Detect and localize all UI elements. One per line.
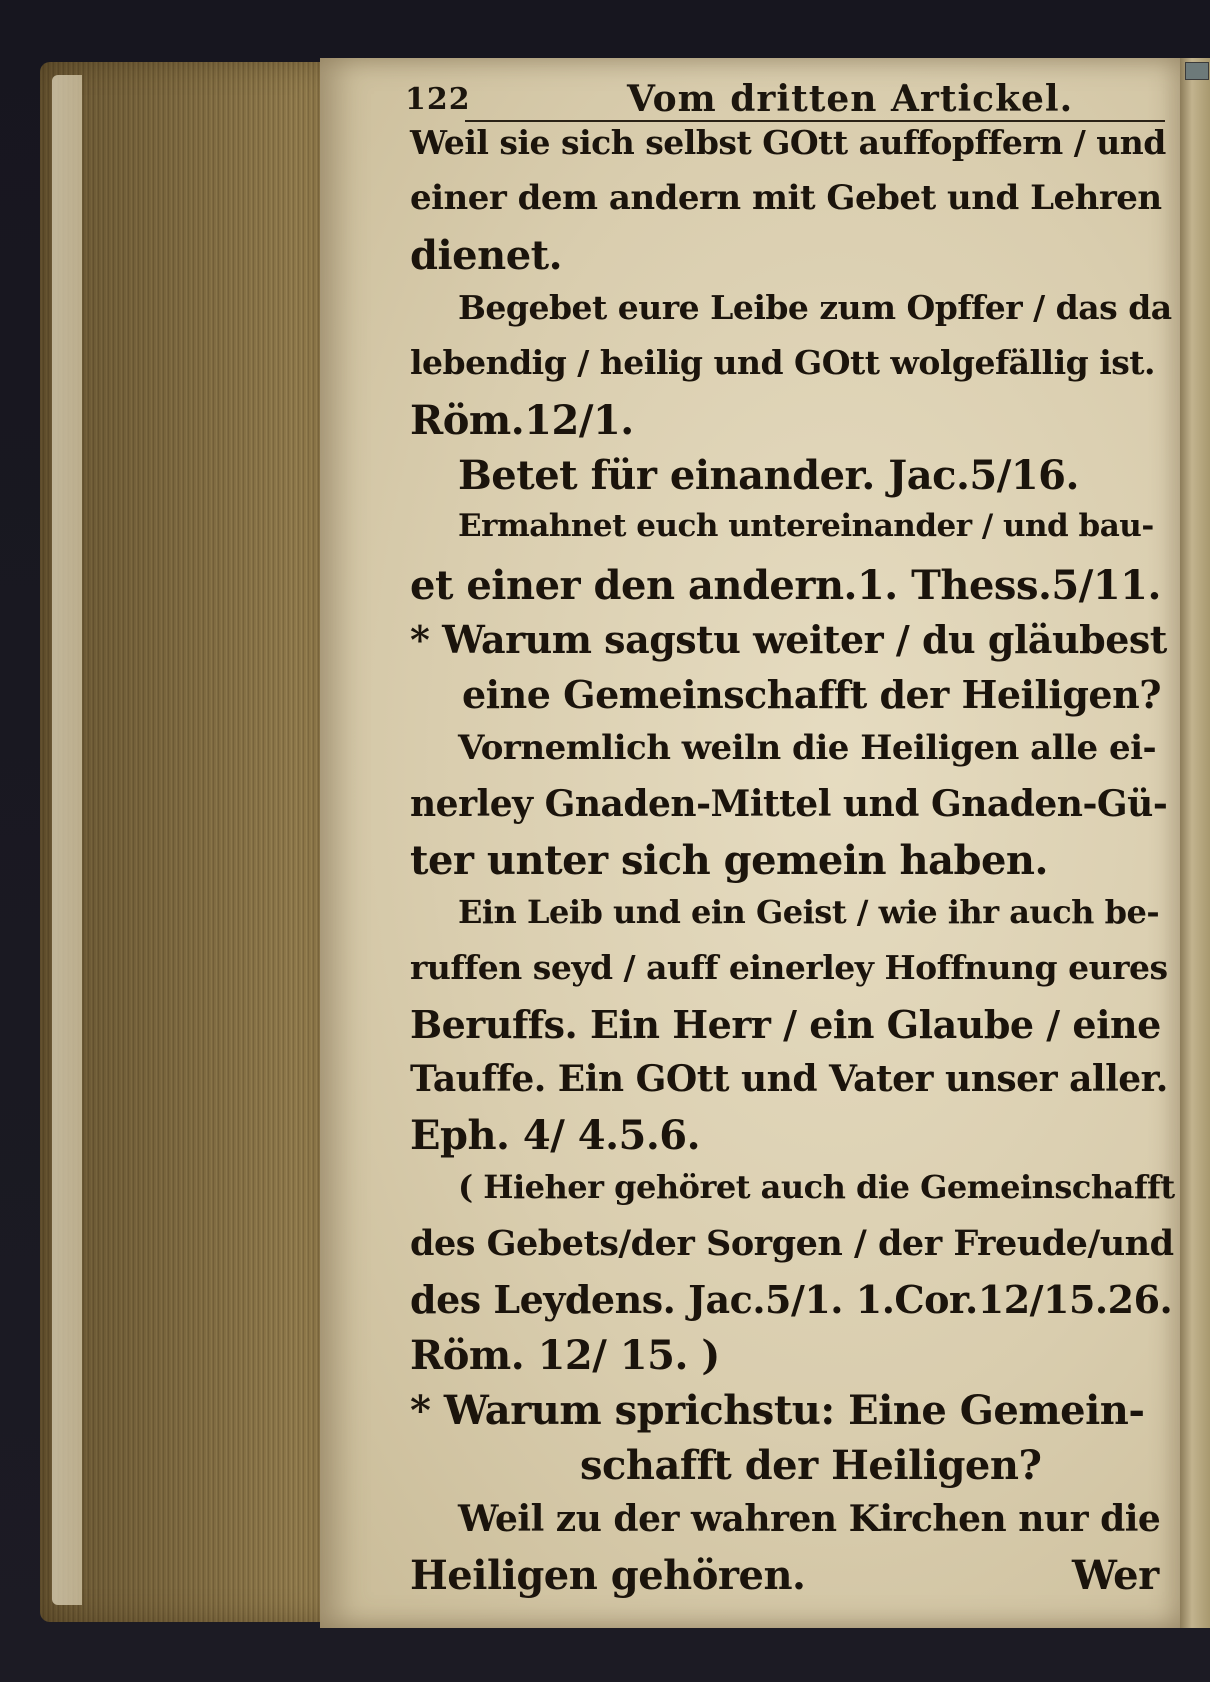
text-line: Eph. 4/ 4.5.6. [410, 1112, 701, 1159]
page-block-highlight [52, 75, 82, 1605]
question-line: * Warum sagstu weiter / du gläubest [410, 617, 1167, 662]
question-line: schafft der Heiligen? [580, 1442, 1042, 1489]
page-block-edges [40, 62, 330, 1622]
text-line: ( Hieher gehöret auch die Gemeinschafft [458, 1168, 1175, 1206]
text-line: dienet. [410, 232, 563, 279]
text-line: Beruffs. Ein Herr / ein Glaube / eine [410, 1002, 1161, 1047]
text-line: einer dem andern mit Gebet und Lehren [410, 178, 1162, 218]
text-line: lebendig / heilig und GOtt wolgefällig ist. [410, 343, 1156, 382]
question-line: * Warum sprichstu: Eine Gemein- [410, 1387, 1145, 1434]
facing-page-edge [1180, 58, 1210, 1628]
running-head: Vom dritten Artickel. [627, 78, 1074, 120]
text-line: et einer den andern.1. Thess.5/11. [410, 562, 1161, 609]
calibration-swatch [1185, 62, 1209, 80]
header-rule [465, 120, 1165, 122]
text-line: Vornemlich weiln die Heiligen alle ei- [458, 728, 1157, 768]
text-line: ter unter sich gemein haben. [410, 837, 1048, 884]
catchword: Wer [1072, 1552, 1159, 1599]
text-line: Weil zu der wahren Kirchen nur die [458, 1498, 1161, 1540]
question-line: eine Gemeinschafft der Heiligen? [462, 672, 1162, 717]
text-line: Röm.12/1. [410, 397, 634, 444]
text-line: nerley Gnaden-Mittel und Gnaden-Gü- [410, 783, 1168, 825]
text-line: Heiligen gehören. [410, 1552, 806, 1599]
text-line: Röm. 12/ 15. ) [410, 1332, 720, 1379]
text-line: des Leydens. Jac.5/1. 1.Cor.12/15.26. [410, 1277, 1173, 1322]
text-line: Ermahnet euch untereinander / und bau- [458, 508, 1154, 544]
page-header [405, 78, 1165, 122]
text-line: Tauffe. Ein GOtt und Vater unser aller. [410, 1058, 1168, 1100]
text-line: Weil sie sich selbst GOtt auffopffern / und [410, 123, 1166, 162]
text-line: des Gebets/der Sorgen / der Freude/und [410, 1223, 1174, 1264]
text-line: ruffen seyd / auff einerley Hoffnung eures [410, 948, 1168, 987]
text-line: Betet für einander. Jac.5/16. [458, 452, 1079, 499]
text-line: Ein Leib und ein Geist / wie ihr auch be- [458, 893, 1160, 931]
text-line: Begebet eure Leibe zum Opffer / das da [458, 288, 1172, 327]
page-number: 122 [405, 82, 471, 117]
